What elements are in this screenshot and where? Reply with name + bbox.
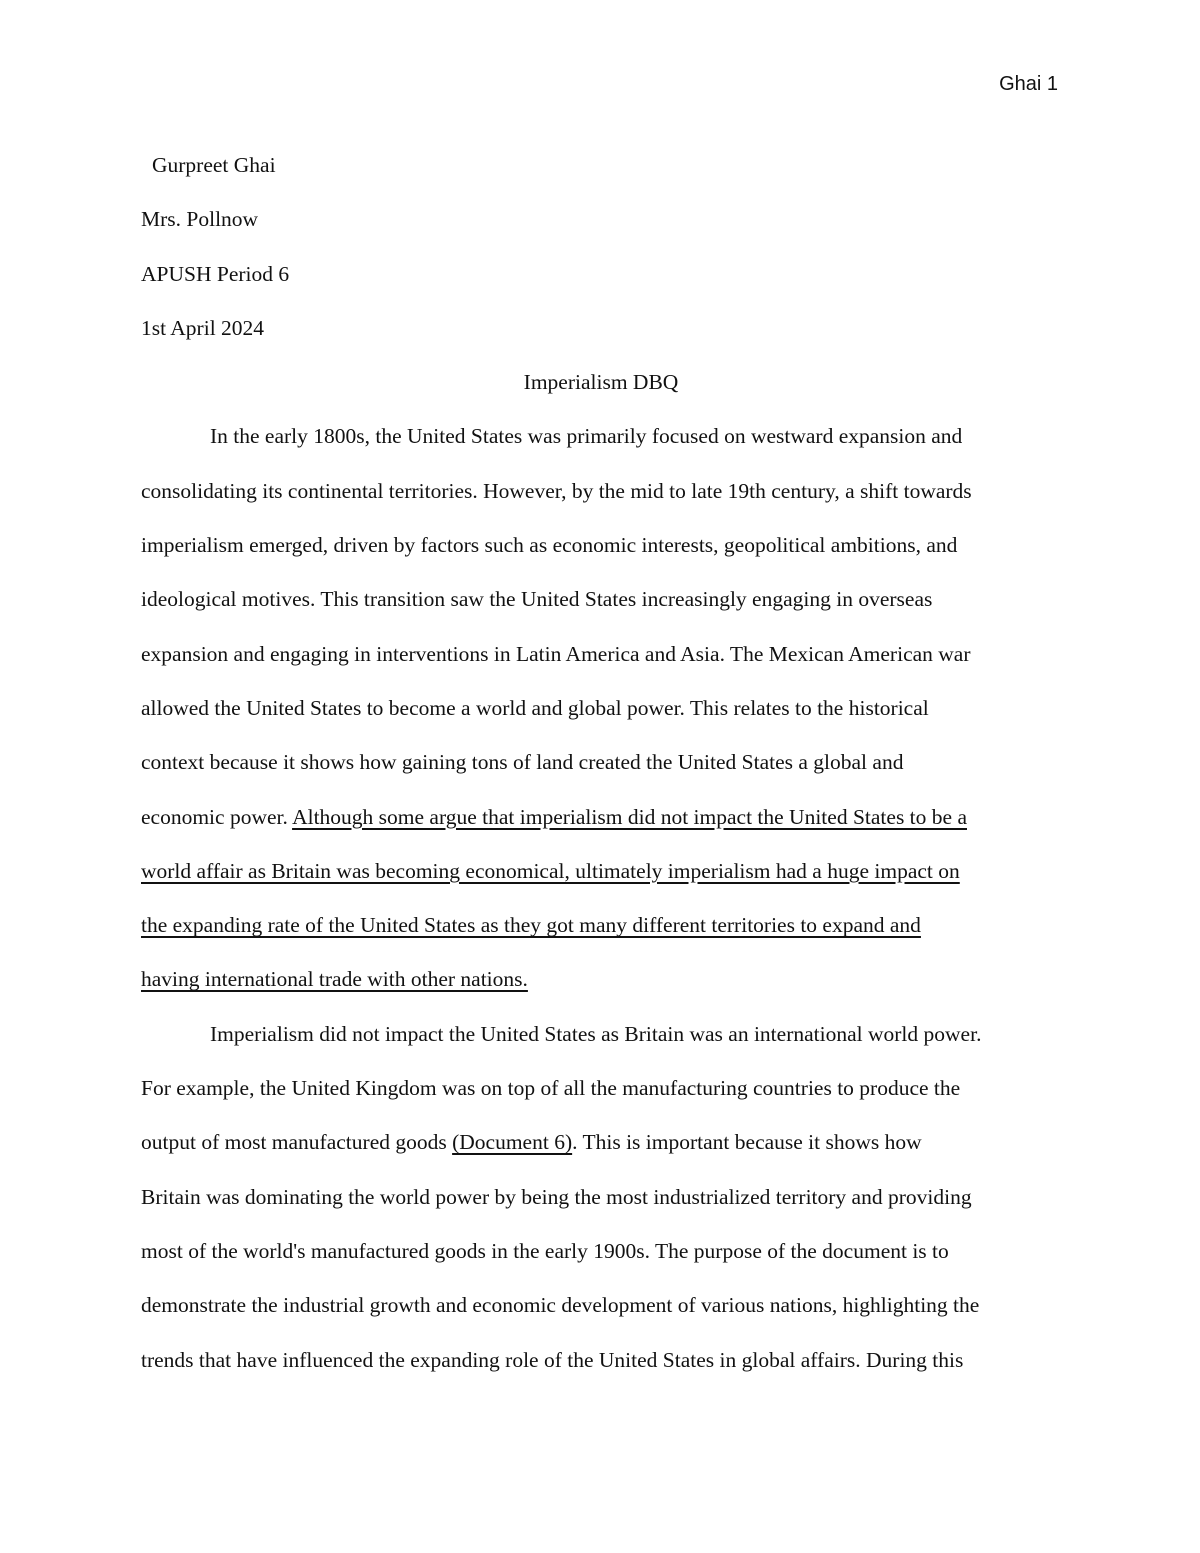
paragraph-line (141, 898, 1061, 952)
paragraph-line: Imperialism did not impact the United States as Britain was an international world power. (210, 1021, 982, 1046)
paragraph-line (141, 790, 1061, 844)
thesis-statement: Although some argue that imperialism did not impact the United States to be a (292, 804, 967, 829)
paragraph-line (141, 844, 1061, 898)
running-head: Ghai 1 (999, 73, 1058, 95)
paragraph-line: In the early 1800s, the United States was primarily focused on westward expansion and (210, 424, 963, 449)
paragraph-line: ideological motives. This transition saw the United States increasingly engaging in overseas (141, 587, 933, 612)
paragraph-line (141, 1115, 1061, 1169)
paragraph-line: allowed the United States to become a world and global power. This relates to the historical (141, 695, 929, 720)
paragraph-line: trends that have influenced the expanding role of the United States in global affairs. During this (141, 1347, 964, 1372)
document-citation: (Document 6) (452, 1130, 573, 1155)
paragraph-line: expansion and engaging in interventions in Latin America and Asia. The Mexican American war (141, 641, 971, 666)
paragraph-line: consolidating its continental territories. However, by the mid to late 19th century, a shift towards (141, 478, 972, 503)
paragraph-line: Britain was dominating the world power by being the most industrialized territory and providing (141, 1184, 972, 1209)
thesis-statement: having international trade with other nations. (141, 967, 528, 992)
class-period: APUSH Period 6 (141, 261, 290, 286)
paragraph-line: imperialism emerged, driven by factors such as economic interests, geopolitical ambitions, and (141, 533, 958, 558)
paragraph-line (141, 952, 1061, 1006)
essay-title: Imperialism DBQ (523, 370, 679, 395)
paragraph-line: context because it shows how gaining tons of land created the United States a global and (141, 750, 904, 775)
paragraph-text: . This is important because it shows how (572, 1130, 922, 1155)
thesis-statement: world affair as Britain was becoming economical, ultimately imperialism had a huge impact on (141, 858, 960, 883)
paragraph-line: most of the world's manufactured goods in the early 1900s. The purpose of the document is to (141, 1238, 949, 1263)
paragraph-line: demonstrate the industrial growth and economic development of various nations, highlighting the (141, 1293, 980, 1318)
student-name: Gurpreet Ghai (152, 153, 276, 177)
paragraph-text: economic power. (141, 804, 293, 829)
document-body (141, 138, 1061, 1387)
essay-date: 1st April 2024 (141, 315, 265, 340)
paragraph-text: output of most manufactured goods (141, 1130, 453, 1155)
teacher-name: Mrs. Pollnow (141, 207, 259, 232)
thesis-statement: the expanding rate of the United States as they got many different territories to expand and (141, 913, 921, 938)
paragraph-line: For example, the United Kingdom was on top of all the manufacturing countries to produce the (141, 1076, 961, 1101)
